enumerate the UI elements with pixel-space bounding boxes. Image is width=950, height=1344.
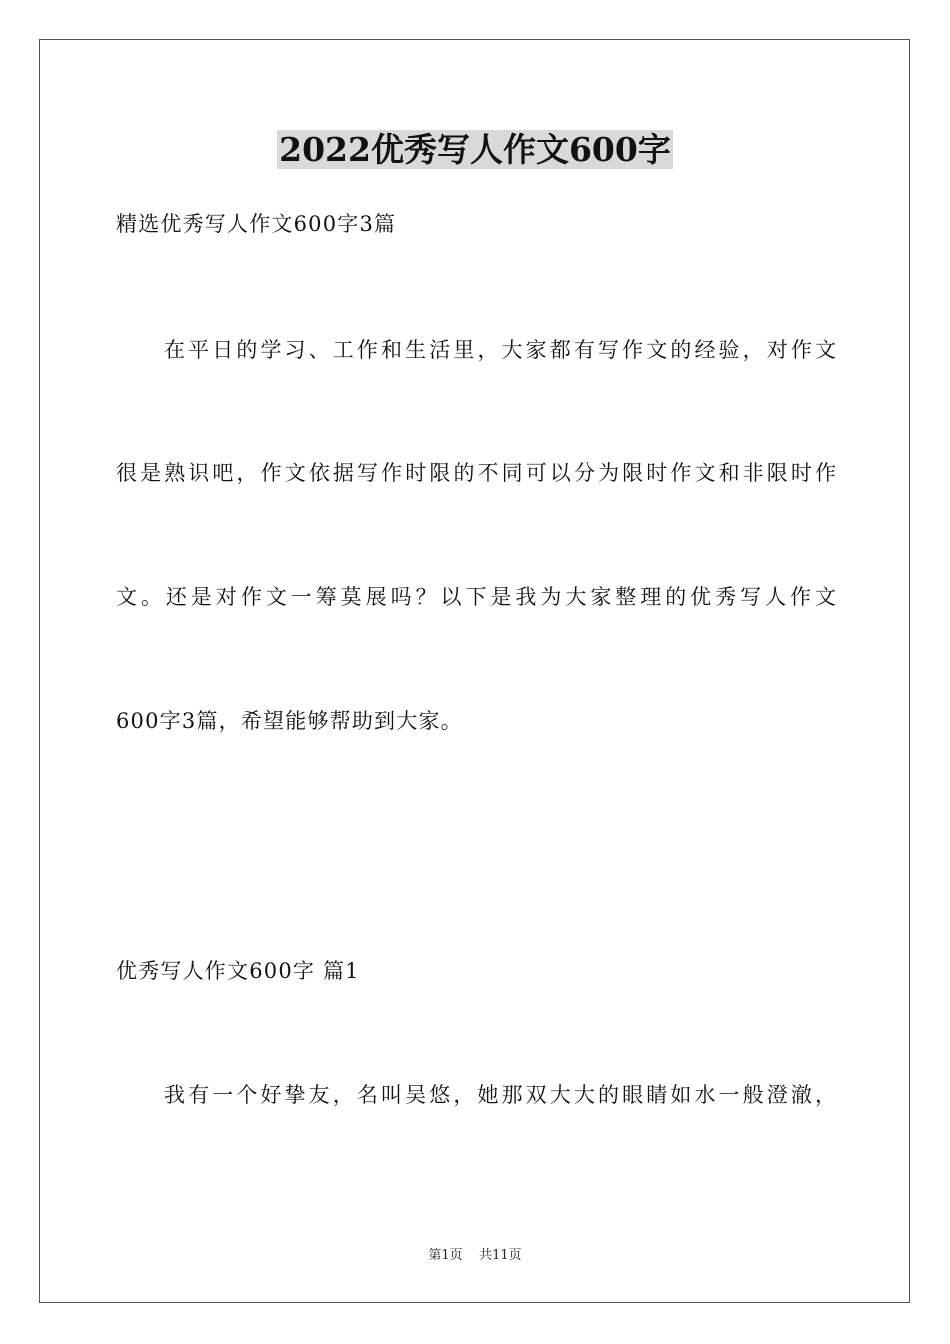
intro-paragraph-line: 600字3篇，希望能够帮助到大家。 <box>116 709 463 733</box>
document-subtitle: 精选优秀写人作文600字3篇 <box>116 212 397 236</box>
title-text: 2022优秀写人作文600字 <box>279 130 671 169</box>
page-number: 第1页 共11页 <box>428 1248 522 1263</box>
intro-paragraph-line: 在平日的学习、工作和生活里，大家都有写作文的经验，对作文 <box>164 338 836 362</box>
intro-paragraph-line: 很是熟识吧，作文依据写作时限的不同可以分为限时作文和非限时作 <box>116 461 836 485</box>
document-title <box>0 128 950 172</box>
intro-paragraph-line: 文。还是对作文一筹莫展吗？以下是我为大家整理的优秀写人作文 <box>116 585 836 609</box>
section-heading: 优秀写人作文600字 篇1 <box>116 959 360 983</box>
section-paragraph-line: 我有一个好挚友，名叫吴悠，她那双大大的眼睛如水一般澄澈， <box>164 1083 836 1107</box>
